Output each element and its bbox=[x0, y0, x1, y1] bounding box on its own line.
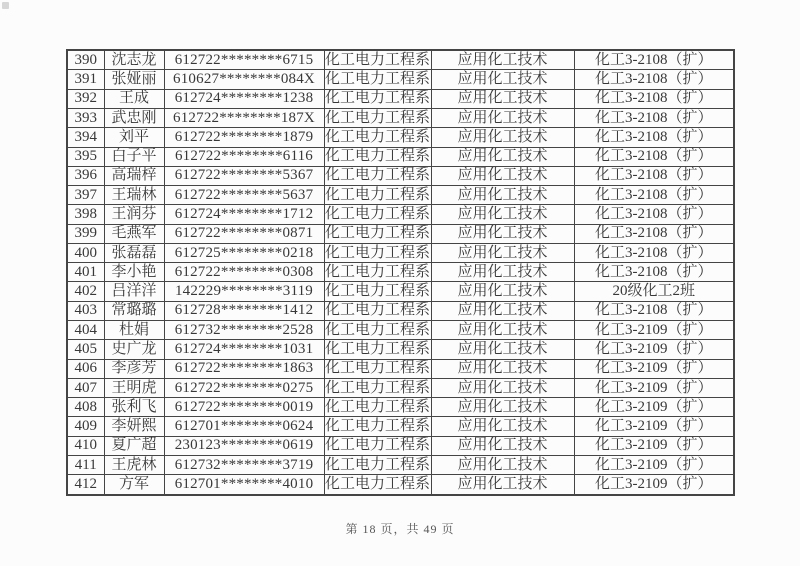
cell-dept: 化工电力工程系 bbox=[324, 147, 431, 166]
cell-id: 612701********0624 bbox=[164, 417, 324, 436]
cell-id: 612722********5637 bbox=[164, 186, 324, 205]
cell-name: 沈志龙 bbox=[104, 50, 164, 70]
table-row bbox=[67, 224, 734, 243]
cell-dept: 化工电力工程系 bbox=[324, 378, 431, 397]
cell-dept: 化工电力工程系 bbox=[324, 436, 431, 455]
cell-no: 399 bbox=[67, 224, 104, 243]
cell-name: 王成 bbox=[104, 89, 164, 108]
table-row bbox=[67, 321, 734, 340]
cell-dept: 化工电力工程系 bbox=[324, 282, 431, 301]
cell-dept: 化工电力工程系 bbox=[324, 166, 431, 185]
cell-id: 612722********0871 bbox=[164, 224, 324, 243]
table-row bbox=[67, 436, 734, 455]
cell-major: 应用化工技术 bbox=[431, 186, 574, 205]
table-row bbox=[67, 166, 734, 185]
cell-major: 应用化工技术 bbox=[431, 398, 574, 417]
cell-major: 应用化工技术 bbox=[431, 417, 574, 436]
cell-no: 391 bbox=[67, 70, 104, 89]
cell-no: 397 bbox=[67, 186, 104, 205]
cell-major: 应用化工技术 bbox=[431, 89, 574, 108]
cell-no: 406 bbox=[67, 359, 104, 378]
cell-id: 612722********6116 bbox=[164, 147, 324, 166]
cell-id: 612722********1879 bbox=[164, 128, 324, 147]
cell-major: 应用化工技术 bbox=[431, 128, 574, 147]
cell-dept: 化工电力工程系 bbox=[324, 398, 431, 417]
cell-major: 应用化工技术 bbox=[431, 475, 574, 495]
cell-no: 404 bbox=[67, 321, 104, 340]
table-row bbox=[67, 456, 734, 475]
cell-major: 应用化工技术 bbox=[431, 301, 574, 320]
cell-dept: 化工电力工程系 bbox=[324, 359, 431, 378]
cell-dept: 化工电力工程系 bbox=[324, 321, 431, 340]
table-row bbox=[67, 147, 734, 166]
cell-dept: 化工电力工程系 bbox=[324, 301, 431, 320]
cell-id: 612701********4010 bbox=[164, 475, 324, 495]
cell-id: 612724********1238 bbox=[164, 89, 324, 108]
cell-name: 王明虎 bbox=[104, 378, 164, 397]
table-row bbox=[67, 417, 734, 436]
cell-name: 张利飞 bbox=[104, 398, 164, 417]
cell-name: 杜娟 bbox=[104, 321, 164, 340]
page-footer: 第 18 页，共 49 页 bbox=[345, 522, 455, 536]
table-row bbox=[67, 205, 734, 224]
table-body bbox=[67, 50, 734, 495]
cell-no: 402 bbox=[67, 282, 104, 301]
cell-name: 高瑞梓 bbox=[104, 166, 164, 185]
cell-dept: 化工电力工程系 bbox=[324, 186, 431, 205]
cell-major: 应用化工技术 bbox=[431, 321, 574, 340]
cell-cls: 化工3-2108（扩） bbox=[574, 89, 734, 108]
cell-major: 应用化工技术 bbox=[431, 243, 574, 262]
cell-major: 应用化工技术 bbox=[431, 147, 574, 166]
table-row bbox=[67, 282, 734, 301]
cell-name: 张磊磊 bbox=[104, 243, 164, 262]
cell-major: 应用化工技术 bbox=[431, 436, 574, 455]
cell-name: 张娅丽 bbox=[104, 70, 164, 89]
cell-name: 史广龙 bbox=[104, 340, 164, 359]
table-row bbox=[67, 50, 734, 70]
cell-dept: 化工电力工程系 bbox=[324, 263, 431, 282]
table-row bbox=[67, 398, 734, 417]
cell-id: 612722********5367 bbox=[164, 166, 324, 185]
cell-dept: 化工电力工程系 bbox=[324, 89, 431, 108]
table-row bbox=[67, 89, 734, 108]
cell-id: 610627********084X bbox=[164, 70, 324, 89]
cell-cls: 化工3-2108（扩） bbox=[574, 147, 734, 166]
cell-major: 应用化工技术 bbox=[431, 108, 574, 127]
cell-cls: 化工3-2109（扩） bbox=[574, 475, 734, 495]
cell-id: 612722********6715 bbox=[164, 50, 324, 70]
table-row bbox=[67, 378, 734, 397]
cell-name: 王润芬 bbox=[104, 205, 164, 224]
cell-dept: 化工电力工程系 bbox=[324, 243, 431, 262]
cell-no: 398 bbox=[67, 205, 104, 224]
cell-id: 612724********1712 bbox=[164, 205, 324, 224]
cell-id: 230123********0619 bbox=[164, 436, 324, 455]
table-row bbox=[67, 70, 734, 89]
cell-id: 612728********1412 bbox=[164, 301, 324, 320]
cell-cls: 化工3-2109（扩） bbox=[574, 340, 734, 359]
cell-major: 应用化工技术 bbox=[431, 456, 574, 475]
cell-major: 应用化工技术 bbox=[431, 224, 574, 243]
table-row bbox=[67, 475, 734, 495]
cell-cls: 化工3-2109（扩） bbox=[574, 456, 734, 475]
cell-cls: 化工3-2108（扩） bbox=[574, 128, 734, 147]
cell-cls: 化工3-2109（扩） bbox=[574, 436, 734, 455]
cell-no: 394 bbox=[67, 128, 104, 147]
cell-major: 应用化工技术 bbox=[431, 359, 574, 378]
cell-dept: 化工电力工程系 bbox=[324, 205, 431, 224]
cell-name: 夏广超 bbox=[104, 436, 164, 455]
table-row bbox=[67, 340, 734, 359]
cell-cls: 化工3-2108（扩） bbox=[574, 50, 734, 70]
cell-dept: 化工电力工程系 bbox=[324, 340, 431, 359]
cell-dept: 化工电力工程系 bbox=[324, 475, 431, 495]
table-row bbox=[67, 186, 734, 205]
cell-dept: 化工电力工程系 bbox=[324, 224, 431, 243]
cell-no: 411 bbox=[67, 456, 104, 475]
cell-id: 142229********3119 bbox=[164, 282, 324, 301]
cell-cls: 化工3-2109（扩） bbox=[574, 398, 734, 417]
cell-name: 李彦芳 bbox=[104, 359, 164, 378]
cell-id: 612732********3719 bbox=[164, 456, 324, 475]
cell-no: 410 bbox=[67, 436, 104, 455]
cell-dept: 化工电力工程系 bbox=[324, 108, 431, 127]
cell-cls: 20级化工2班 bbox=[574, 282, 734, 301]
cell-no: 408 bbox=[67, 398, 104, 417]
cell-name: 武忠刚 bbox=[104, 108, 164, 127]
cell-major: 应用化工技术 bbox=[431, 166, 574, 185]
cell-id: 612722********0275 bbox=[164, 378, 324, 397]
cell-no: 400 bbox=[67, 243, 104, 262]
cell-id: 612732********2528 bbox=[164, 321, 324, 340]
cell-major: 应用化工技术 bbox=[431, 263, 574, 282]
cell-major: 应用化工技术 bbox=[431, 378, 574, 397]
cell-no: 395 bbox=[67, 147, 104, 166]
cell-no: 396 bbox=[67, 166, 104, 185]
cell-dept: 化工电力工程系 bbox=[324, 128, 431, 147]
cell-no: 412 bbox=[67, 475, 104, 495]
student-roster-table bbox=[66, 49, 735, 496]
cell-id: 612722********1863 bbox=[164, 359, 324, 378]
cell-dept: 化工电力工程系 bbox=[324, 50, 431, 70]
cell-id: 612722********0019 bbox=[164, 398, 324, 417]
cell-no: 409 bbox=[67, 417, 104, 436]
cell-major: 应用化工技术 bbox=[431, 70, 574, 89]
cell-name: 方军 bbox=[104, 475, 164, 495]
cell-dept: 化工电力工程系 bbox=[324, 417, 431, 436]
cell-name: 毛燕军 bbox=[104, 224, 164, 243]
cell-major: 应用化工技术 bbox=[431, 282, 574, 301]
cell-cls: 化工3-2108（扩） bbox=[574, 301, 734, 320]
cell-cls: 化工3-2108（扩） bbox=[574, 166, 734, 185]
cell-cls: 化工3-2108（扩） bbox=[574, 186, 734, 205]
cell-id: 612722********0308 bbox=[164, 263, 324, 282]
table-row bbox=[67, 128, 734, 147]
cell-dept: 化工电力工程系 bbox=[324, 456, 431, 475]
cell-name: 李小艳 bbox=[104, 263, 164, 282]
screen-artifact bbox=[2, 2, 9, 9]
table-row bbox=[67, 263, 734, 282]
cell-major: 应用化工技术 bbox=[431, 340, 574, 359]
cell-no: 405 bbox=[67, 340, 104, 359]
cell-cls: 化工3-2109（扩） bbox=[574, 378, 734, 397]
cell-no: 392 bbox=[67, 89, 104, 108]
cell-cls: 化工3-2109（扩） bbox=[574, 417, 734, 436]
cell-cls: 化工3-2109（扩） bbox=[574, 321, 734, 340]
cell-dept: 化工电力工程系 bbox=[324, 70, 431, 89]
cell-cls: 化工3-2109（扩） bbox=[574, 359, 734, 378]
cell-cls: 化工3-2108（扩） bbox=[574, 70, 734, 89]
table-row bbox=[67, 108, 734, 127]
table-row bbox=[67, 359, 734, 378]
cell-no: 403 bbox=[67, 301, 104, 320]
cell-cls: 化工3-2108（扩） bbox=[574, 108, 734, 127]
cell-major: 应用化工技术 bbox=[431, 205, 574, 224]
cell-cls: 化工3-2108（扩） bbox=[574, 224, 734, 243]
cell-name: 吕洋洋 bbox=[104, 282, 164, 301]
cell-cls: 化工3-2108（扩） bbox=[574, 243, 734, 262]
cell-no: 407 bbox=[67, 378, 104, 397]
cell-name: 王虎林 bbox=[104, 456, 164, 475]
cell-id: 612724********1031 bbox=[164, 340, 324, 359]
cell-cls: 化工3-2108（扩） bbox=[574, 205, 734, 224]
cell-no: 390 bbox=[67, 50, 104, 70]
cell-cls: 化工3-2108（扩） bbox=[574, 263, 734, 282]
cell-id: 612725********0218 bbox=[164, 243, 324, 262]
cell-name: 白子平 bbox=[104, 147, 164, 166]
cell-name: 常璐璐 bbox=[104, 301, 164, 320]
cell-name: 李妍熙 bbox=[104, 417, 164, 436]
cell-no: 401 bbox=[67, 263, 104, 282]
cell-name: 王瑞林 bbox=[104, 186, 164, 205]
table-row bbox=[67, 243, 734, 262]
cell-id: 612722********187X bbox=[164, 108, 324, 127]
cell-major: 应用化工技术 bbox=[431, 50, 574, 70]
table-row bbox=[67, 301, 734, 320]
cell-name: 刘平 bbox=[104, 128, 164, 147]
cell-no: 393 bbox=[67, 108, 104, 127]
